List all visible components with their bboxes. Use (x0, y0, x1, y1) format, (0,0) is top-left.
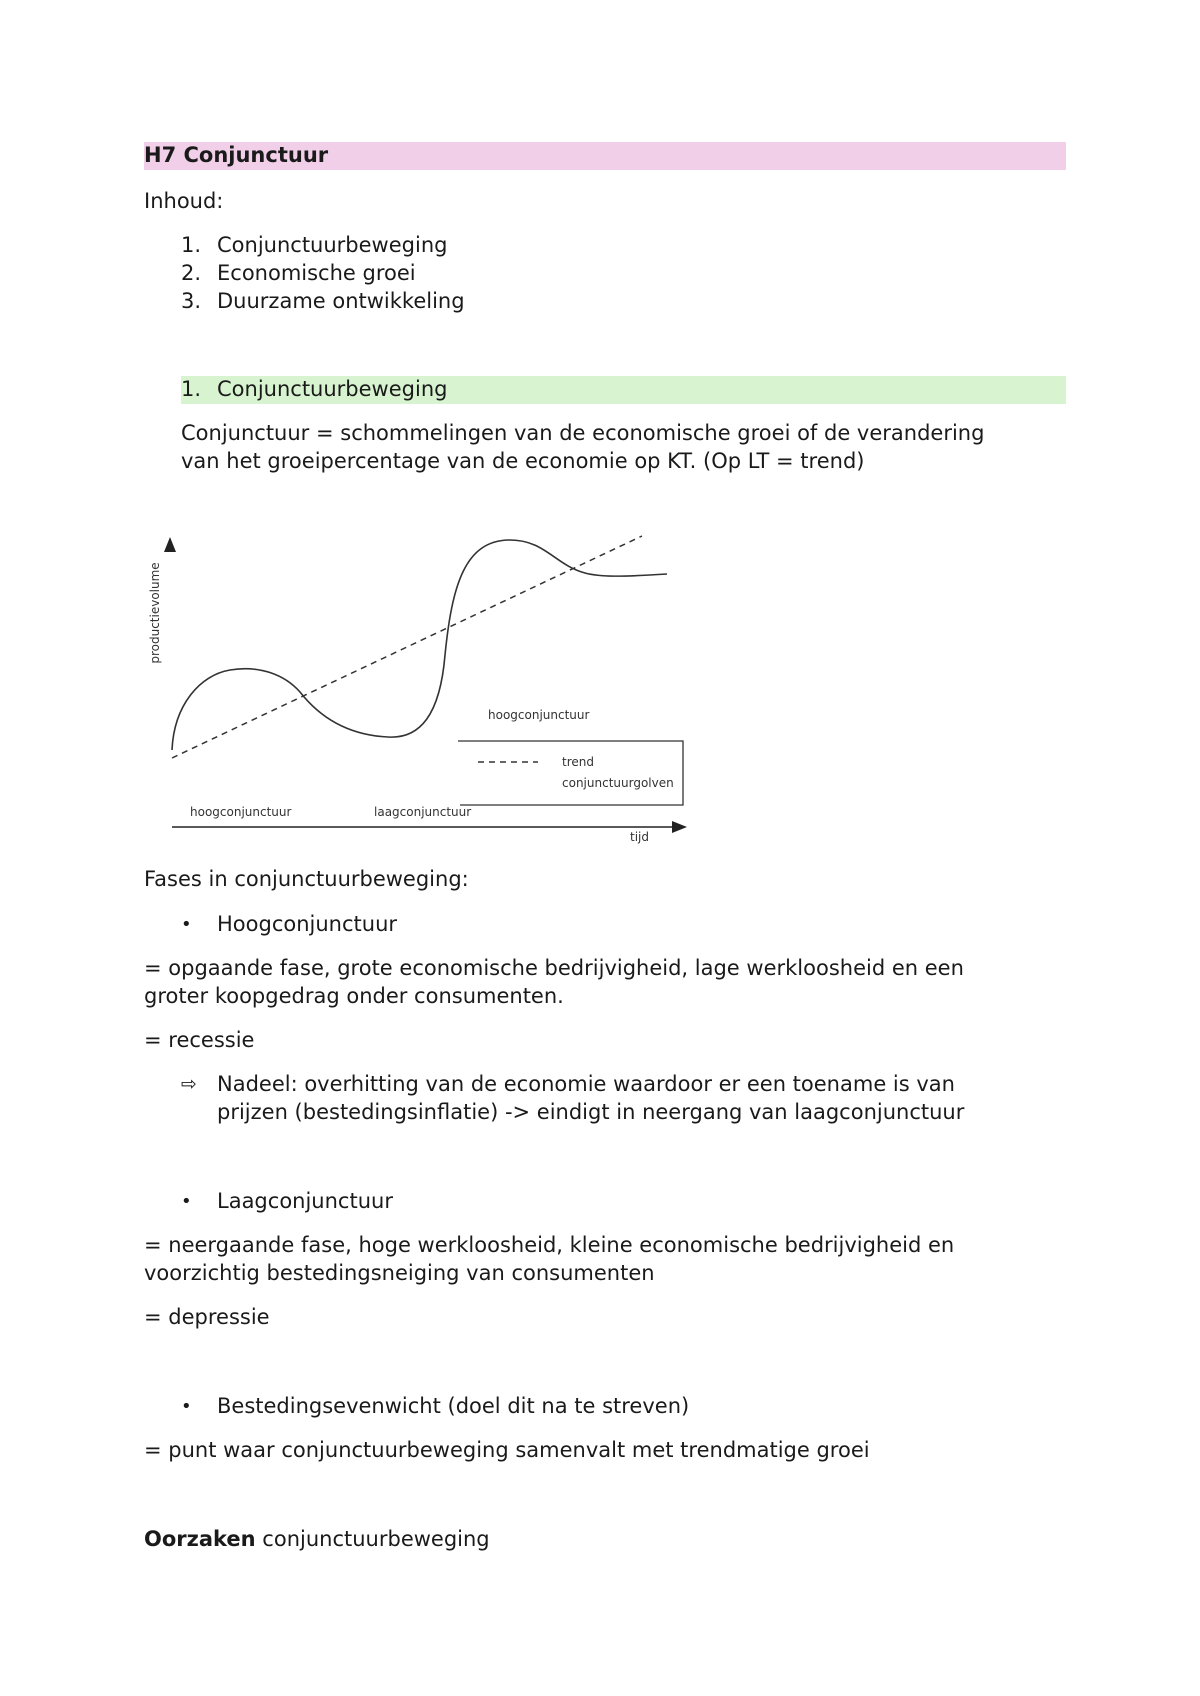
phases-label: Fases in conjunctuurbeweging: (144, 867, 469, 891)
phase-high-title: Hoogconjunctuur (217, 912, 398, 936)
phase-low-desc-1: = neergaande fase, hoge werkloosheid, kleine economische bedrijvigheid en (144, 1233, 955, 1257)
phase-low-desc-2: voorzichtig bestedingsneiging van consumenten (144, 1261, 655, 1285)
causes-heading (144, 1527, 490, 1551)
bullet-equilibrium: • (181, 1396, 192, 1417)
phase-low-title: Laagconjunctuur (217, 1189, 393, 1213)
phase-high-alias: = recessie (144, 1028, 255, 1052)
definition-line-2: van het groeipercentage van de economie op KT. (Op LT = trend) (181, 449, 865, 473)
toc-num-1: 1. (181, 233, 202, 257)
section-title: Conjunctuurbeweging (217, 377, 448, 401)
toc-num-2: 2. (181, 261, 202, 285)
trend-line (172, 536, 642, 758)
toc-item-3: Duurzame ontwikkeling (217, 289, 465, 313)
phase-high-desc-1: = opgaande fase, grote economische bedrijvigheid, lage werkloosheid en een (144, 956, 964, 980)
phase-high-note-1: Nadeel: overhitting van de economie waardoor er een toename is van (217, 1072, 955, 1096)
phase-high-desc-2: groter koopgedrag onder consumenten. (144, 984, 564, 1008)
label-low: laagconjunctuur (374, 805, 472, 819)
x-axis-arrowhead (672, 821, 687, 833)
legend-trend-label: trend (562, 755, 594, 769)
y-axis-arrowhead (164, 537, 176, 552)
arrow-icon: ⇨ (181, 1073, 197, 1095)
label-high-left: hoogconjunctuur (190, 805, 292, 819)
phase-equilibrium-desc: = punt waar conjunctuurbeweging samenvalt met trendmatige groei (144, 1438, 870, 1462)
page-title: H7 Conjunctuur (144, 143, 329, 167)
legend-box (458, 741, 683, 805)
section-number: 1. (181, 377, 202, 401)
title-highlight (144, 142, 1066, 170)
phase-equilibrium-title: Bestedingsevenwicht (doel dit na te streven) (217, 1394, 690, 1418)
phase-low-alias: = depressie (144, 1305, 270, 1329)
y-axis-label: productievolume (148, 562, 162, 664)
phase-high-note-2: prijzen (bestedingsinflatie) -> eindigt in neergang van laagconjunctuur (217, 1100, 965, 1124)
definition-line-1: Conjunctuur = schommelingen van de economische groei of de verandering (181, 421, 985, 445)
causes-bold: Oorzaken (144, 1527, 256, 1551)
legend-waves-label: conjunctuurgolven (562, 776, 674, 790)
bullet-high: • (181, 914, 192, 935)
business-cycle-diagram (140, 525, 700, 855)
toc-item-2: Economische groei (217, 261, 416, 285)
cycle-curve (172, 540, 667, 750)
toc-item-1: Conjunctuurbeweging (217, 233, 448, 257)
toc-label: Inhoud: (144, 189, 224, 213)
label-high-right: hoogconjunctuur (488, 708, 590, 722)
x-axis-label: tijd (630, 830, 649, 844)
bullet-low: • (181, 1191, 192, 1212)
section-highlight (181, 376, 1066, 404)
toc-num-3: 3. (181, 289, 202, 313)
causes-rest: conjunctuurbeweging (255, 1527, 490, 1551)
